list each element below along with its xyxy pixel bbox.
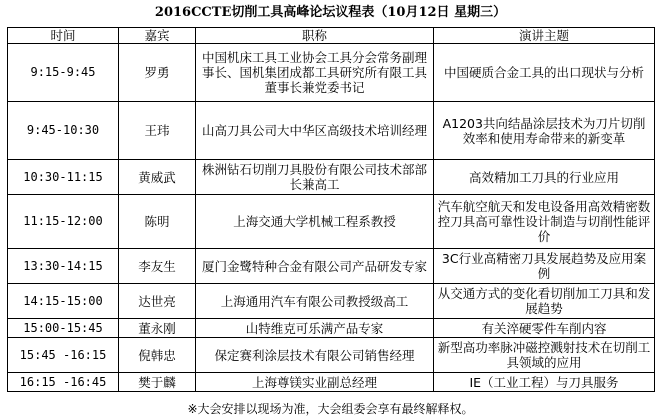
row-time: 10:30-11:15 (8, 160, 119, 195)
row-speaker: 陈明 (119, 195, 196, 249)
row-time: 16:15 -16:45 (8, 373, 119, 392)
row-position: 中国机床工具工业协会工具分会常务副理事长、国机集团成都工具研究所有限工具董事长兼党委书记 (196, 44, 434, 102)
row-speaker: 达世亮 (119, 284, 196, 319)
row-topic: IE（工业工程）与刀具服务 (434, 373, 655, 392)
row-position: 厦门金鹭特种合金有限公司产品研发专家 (196, 249, 434, 284)
header-position: 职称 (196, 28, 434, 44)
row-time: 15:00-15:45 (8, 319, 119, 338)
header-topic: 演讲主题 (434, 28, 655, 44)
row-position: 山特维克可乐满产品专家 (196, 319, 434, 338)
row-topic: 有关淬硬零件车削内容 (434, 319, 655, 338)
row-topic: 新型高功率脉冲磁控溅射技术在切削工具领域的应用 (434, 338, 655, 373)
table-row (8, 44, 655, 102)
row-speaker: 王玮 (119, 102, 196, 160)
row-position: 上海尊镁实业副总经理 (196, 373, 434, 392)
table-row (8, 338, 655, 373)
row-speaker: 罗勇 (119, 44, 196, 102)
row-speaker: 黄威武 (119, 160, 196, 195)
table-row (8, 249, 655, 284)
row-position: 株洲钻石切削刀具股份有限公司技术部部长兼高工 (196, 160, 434, 195)
row-time: 14:15-15:00 (8, 284, 119, 319)
row-topic: A1203共向结晶涂层技术为刀片切削效率和使用寿命带来的新变革 (434, 102, 655, 160)
row-speaker: 李友生 (119, 249, 196, 284)
footnote: ※大会安排以现场为准，大会组委会享有最终解释权。 (187, 402, 474, 416)
page-title: 2016CCTE切削工具高峰论坛议程表（10月12日 星期三） (154, 5, 507, 20)
row-topic: 从交通方式的变化看切削加工刀具和发展趋势 (434, 284, 655, 319)
row-speaker: 董永刚 (119, 319, 196, 338)
row-topic: 高效精加工刀具的行业应用 (434, 160, 655, 195)
table-row (8, 319, 655, 338)
row-time: 9:45-10:30 (8, 102, 119, 160)
row-speaker: 樊于麟 (119, 373, 196, 392)
row-topic: 3C行业高精密刀具发展趋势及应用案例 (434, 249, 655, 284)
table-row (8, 284, 655, 319)
row-time: 9:15-9:45 (8, 44, 119, 102)
row-topic: 汽车航空航天和发电设备用高效精密数控刀具高可靠性设计制造与切削性能评价 (434, 195, 655, 249)
header-speaker: 嘉宾 (119, 28, 196, 44)
row-time: 11:15-12:00 (8, 195, 119, 249)
row-time: 13:30-14:15 (8, 249, 119, 284)
agenda-table (7, 27, 655, 392)
row-position: 保定赛利涂层技术有限公司销售经理 (196, 338, 434, 373)
row-position: 山高刀具公司大中华区高级技术培训经理 (196, 102, 434, 160)
row-position: 上海交通大学机械工程系教授 (196, 195, 434, 249)
table-header-row (8, 28, 655, 44)
header-time: 时间 (8, 28, 119, 44)
row-position: 上海通用汽车有限公司教授级高工 (196, 284, 434, 319)
table-row (8, 373, 655, 392)
row-speaker: 倪韩忠 (119, 338, 196, 373)
table-row (8, 160, 655, 195)
table-row (8, 102, 655, 160)
row-time: 15:45 -16:15 (8, 338, 119, 373)
row-topic: 中国硬质合金工具的出口现状与分析 (434, 44, 655, 102)
table-row (8, 195, 655, 249)
